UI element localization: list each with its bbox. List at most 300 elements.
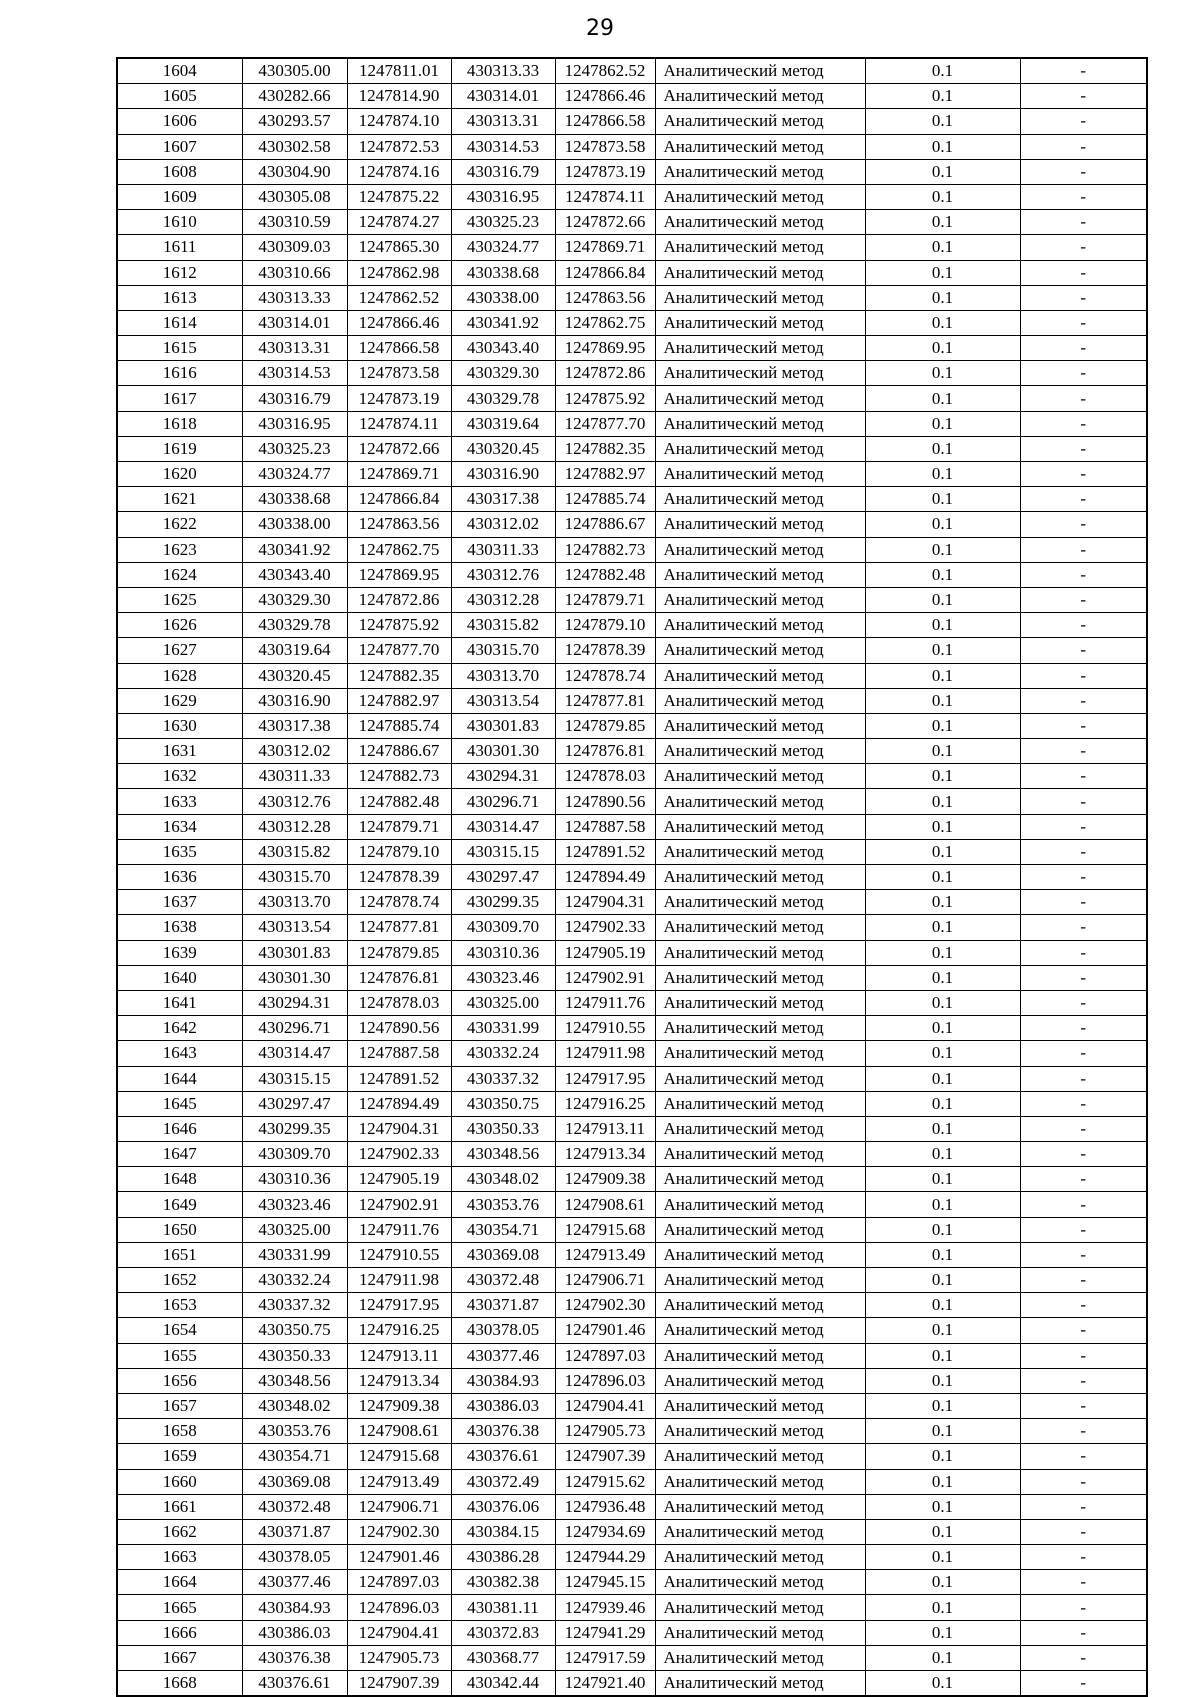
y1-cell: 1247885.74 xyxy=(347,713,451,738)
point-number-cell: 1647 xyxy=(117,1142,242,1167)
y2-cell: 1247862.75 xyxy=(555,310,655,335)
y1-cell: 1247906.71 xyxy=(347,1494,451,1519)
method-cell: Аналитический метод xyxy=(655,940,865,965)
y1-cell: 1247902.33 xyxy=(347,1142,451,1167)
table-row xyxy=(117,512,1147,537)
note-cell: - xyxy=(1020,1268,1147,1293)
note-cell: - xyxy=(1020,1016,1147,1041)
table-row xyxy=(117,562,1147,587)
accuracy-cell: 0.1 xyxy=(865,789,1020,814)
y2-cell: 1247917.59 xyxy=(555,1645,655,1670)
x1-cell: 430371.87 xyxy=(242,1519,347,1544)
x2-cell: 430341.92 xyxy=(451,310,555,335)
note-cell: - xyxy=(1020,1116,1147,1141)
accuracy-cell: 0.1 xyxy=(865,1142,1020,1167)
y1-cell: 1247913.34 xyxy=(347,1368,451,1393)
table-row xyxy=(117,159,1147,184)
x1-cell: 430312.02 xyxy=(242,739,347,764)
x2-cell: 430317.38 xyxy=(451,487,555,512)
point-number-cell: 1615 xyxy=(117,336,242,361)
method-cell: Аналитический метод xyxy=(655,310,865,335)
y2-cell: 1247877.81 xyxy=(555,688,655,713)
method-cell: Аналитический метод xyxy=(655,1444,865,1469)
y1-cell: 1247866.58 xyxy=(347,336,451,361)
accuracy-cell: 0.1 xyxy=(865,814,1020,839)
x1-cell: 430282.66 xyxy=(242,84,347,109)
x1-cell: 430310.59 xyxy=(242,210,347,235)
accuracy-cell: 0.1 xyxy=(865,462,1020,487)
x2-cell: 430386.03 xyxy=(451,1393,555,1418)
method-cell: Аналитический метод xyxy=(655,638,865,663)
page-number: 29 xyxy=(586,16,614,41)
table-row xyxy=(117,940,1147,965)
x1-cell: 430325.00 xyxy=(242,1217,347,1242)
x1-cell: 430354.71 xyxy=(242,1444,347,1469)
point-number-cell: 1631 xyxy=(117,739,242,764)
accuracy-cell: 0.1 xyxy=(865,210,1020,235)
accuracy-cell: 0.1 xyxy=(865,411,1020,436)
y2-cell: 1247885.74 xyxy=(555,487,655,512)
x1-cell: 430348.02 xyxy=(242,1393,347,1418)
x1-cell: 430315.70 xyxy=(242,865,347,890)
note-cell: - xyxy=(1020,1167,1147,1192)
x1-cell: 430369.08 xyxy=(242,1469,347,1494)
accuracy-cell: 0.1 xyxy=(865,587,1020,612)
x1-cell: 430315.15 xyxy=(242,1066,347,1091)
method-cell: Аналитический метод xyxy=(655,1595,865,1620)
accuracy-cell: 0.1 xyxy=(865,1393,1020,1418)
point-number-cell: 1619 xyxy=(117,436,242,461)
point-number-cell: 1667 xyxy=(117,1645,242,1670)
point-number-cell: 1634 xyxy=(117,814,242,839)
table-row xyxy=(117,1167,1147,1192)
y2-cell: 1247896.03 xyxy=(555,1368,655,1393)
x2-cell: 430309.70 xyxy=(451,915,555,940)
method-cell: Аналитический метод xyxy=(655,411,865,436)
point-number-cell: 1614 xyxy=(117,310,242,335)
x2-cell: 430329.30 xyxy=(451,361,555,386)
y2-cell: 1247934.69 xyxy=(555,1519,655,1544)
y2-cell: 1247878.74 xyxy=(555,663,655,688)
y1-cell: 1247909.38 xyxy=(347,1393,451,1418)
y2-cell: 1247916.25 xyxy=(555,1091,655,1116)
x1-cell: 430309.70 xyxy=(242,1142,347,1167)
y1-cell: 1247882.35 xyxy=(347,663,451,688)
y2-cell: 1247891.52 xyxy=(555,839,655,864)
method-cell: Аналитический метод xyxy=(655,739,865,764)
note-cell: - xyxy=(1020,1645,1147,1670)
point-number-cell: 1664 xyxy=(117,1570,242,1595)
y1-cell: 1247873.19 xyxy=(347,386,451,411)
note-cell: - xyxy=(1020,1469,1147,1494)
table-row xyxy=(117,638,1147,663)
x2-cell: 430314.47 xyxy=(451,814,555,839)
x1-cell: 430348.56 xyxy=(242,1368,347,1393)
accuracy-cell: 0.1 xyxy=(865,890,1020,915)
point-number-cell: 1657 xyxy=(117,1393,242,1418)
point-number-cell: 1668 xyxy=(117,1671,242,1697)
y2-cell: 1247904.31 xyxy=(555,890,655,915)
y1-cell: 1247905.19 xyxy=(347,1167,451,1192)
point-number-cell: 1646 xyxy=(117,1116,242,1141)
point-number-cell: 1618 xyxy=(117,411,242,436)
method-cell: Аналитический метод xyxy=(655,1091,865,1116)
method-cell: Аналитический метод xyxy=(655,487,865,512)
accuracy-cell: 0.1 xyxy=(865,865,1020,890)
method-cell: Аналитический метод xyxy=(655,537,865,562)
x1-cell: 430319.64 xyxy=(242,638,347,663)
point-number-cell: 1630 xyxy=(117,713,242,738)
accuracy-cell: 0.1 xyxy=(865,159,1020,184)
y1-cell: 1247811.01 xyxy=(347,58,451,84)
coordinates-table xyxy=(116,57,1148,1697)
table-row xyxy=(117,361,1147,386)
note-cell: - xyxy=(1020,764,1147,789)
x1-cell: 430338.00 xyxy=(242,512,347,537)
point-number-cell: 1653 xyxy=(117,1293,242,1318)
x1-cell: 430302.58 xyxy=(242,134,347,159)
note-cell: - xyxy=(1020,1620,1147,1645)
y1-cell: 1247897.03 xyxy=(347,1570,451,1595)
x1-cell: 430299.35 xyxy=(242,1116,347,1141)
table-row xyxy=(117,1242,1147,1267)
y2-cell: 1247941.29 xyxy=(555,1620,655,1645)
y2-cell: 1247866.58 xyxy=(555,109,655,134)
x2-cell: 430372.83 xyxy=(451,1620,555,1645)
note-cell: - xyxy=(1020,84,1147,109)
y1-cell: 1247902.30 xyxy=(347,1519,451,1544)
note-cell: - xyxy=(1020,890,1147,915)
x2-cell: 430381.11 xyxy=(451,1595,555,1620)
x1-cell: 430294.31 xyxy=(242,990,347,1015)
note-cell: - xyxy=(1020,462,1147,487)
y1-cell: 1247874.11 xyxy=(347,411,451,436)
method-cell: Аналитический метод xyxy=(655,336,865,361)
y1-cell: 1247908.61 xyxy=(347,1419,451,1444)
point-number-cell: 1604 xyxy=(117,58,242,84)
note-cell: - xyxy=(1020,739,1147,764)
accuracy-cell: 0.1 xyxy=(865,1570,1020,1595)
table-row xyxy=(117,1595,1147,1620)
y1-cell: 1247905.73 xyxy=(347,1645,451,1670)
table-row xyxy=(117,1142,1147,1167)
accuracy-cell: 0.1 xyxy=(865,1368,1020,1393)
note-cell: - xyxy=(1020,1419,1147,1444)
y1-cell: 1247862.75 xyxy=(347,537,451,562)
x1-cell: 430320.45 xyxy=(242,663,347,688)
point-number-cell: 1606 xyxy=(117,109,242,134)
method-cell: Аналитический метод xyxy=(655,1469,865,1494)
x2-cell: 430314.53 xyxy=(451,134,555,159)
method-cell: Аналитический метод xyxy=(655,109,865,134)
note-cell: - xyxy=(1020,839,1147,864)
method-cell: Аналитический метод xyxy=(655,1192,865,1217)
x1-cell: 430316.79 xyxy=(242,386,347,411)
note-cell: - xyxy=(1020,260,1147,285)
point-number-cell: 1651 xyxy=(117,1242,242,1267)
table-row xyxy=(117,688,1147,713)
y1-cell: 1247882.97 xyxy=(347,688,451,713)
x2-cell: 430313.70 xyxy=(451,663,555,688)
y1-cell: 1247863.56 xyxy=(347,512,451,537)
y2-cell: 1247866.46 xyxy=(555,84,655,109)
point-number-cell: 1620 xyxy=(117,462,242,487)
method-cell: Аналитический метод xyxy=(655,1217,865,1242)
point-number-cell: 1645 xyxy=(117,1091,242,1116)
y1-cell: 1247902.91 xyxy=(347,1192,451,1217)
x2-cell: 430316.95 xyxy=(451,184,555,209)
method-cell: Аналитический метод xyxy=(655,562,865,587)
x2-cell: 430350.33 xyxy=(451,1116,555,1141)
x2-cell: 430384.15 xyxy=(451,1519,555,1544)
point-number-cell: 1642 xyxy=(117,1016,242,1041)
accuracy-cell: 0.1 xyxy=(865,1066,1020,1091)
x2-cell: 430329.78 xyxy=(451,386,555,411)
x2-cell: 430320.45 xyxy=(451,436,555,461)
x1-cell: 430310.66 xyxy=(242,260,347,285)
note-cell: - xyxy=(1020,134,1147,159)
note-cell: - xyxy=(1020,336,1147,361)
x1-cell: 430329.78 xyxy=(242,613,347,638)
y1-cell: 1247915.68 xyxy=(347,1444,451,1469)
method-cell: Аналитический метод xyxy=(655,1419,865,1444)
note-cell: - xyxy=(1020,1671,1147,1697)
point-number-cell: 1612 xyxy=(117,260,242,285)
method-cell: Аналитический метод xyxy=(655,1167,865,1192)
x2-cell: 430338.68 xyxy=(451,260,555,285)
x2-cell: 430368.77 xyxy=(451,1645,555,1670)
note-cell: - xyxy=(1020,990,1147,1015)
y1-cell: 1247904.41 xyxy=(347,1620,451,1645)
y2-cell: 1247909.38 xyxy=(555,1167,655,1192)
method-cell: Аналитический метод xyxy=(655,1268,865,1293)
y1-cell: 1247866.46 xyxy=(347,310,451,335)
y1-cell: 1247878.39 xyxy=(347,865,451,890)
y2-cell: 1247936.48 xyxy=(555,1494,655,1519)
note-cell: - xyxy=(1020,1393,1147,1418)
x2-cell: 430342.44 xyxy=(451,1671,555,1697)
x2-cell: 430369.08 xyxy=(451,1242,555,1267)
accuracy-cell: 0.1 xyxy=(865,235,1020,260)
x1-cell: 430341.92 xyxy=(242,537,347,562)
note-cell: - xyxy=(1020,587,1147,612)
y2-cell: 1247866.84 xyxy=(555,260,655,285)
note-cell: - xyxy=(1020,1142,1147,1167)
method-cell: Аналитический метод xyxy=(655,1116,865,1141)
note-cell: - xyxy=(1020,965,1147,990)
table-row xyxy=(117,1217,1147,1242)
method-cell: Аналитический метод xyxy=(655,1343,865,1368)
x1-cell: 430313.54 xyxy=(242,915,347,940)
x2-cell: 430297.47 xyxy=(451,865,555,890)
method-cell: Аналитический метод xyxy=(655,1041,865,1066)
method-cell: Аналитический метод xyxy=(655,789,865,814)
y1-cell: 1247873.58 xyxy=(347,361,451,386)
x1-cell: 430313.70 xyxy=(242,890,347,915)
x1-cell: 430372.48 xyxy=(242,1494,347,1519)
coordinates-table-body xyxy=(117,58,1147,1696)
y2-cell: 1247915.62 xyxy=(555,1469,655,1494)
y1-cell: 1247875.92 xyxy=(347,613,451,638)
y1-cell: 1247907.39 xyxy=(347,1671,451,1697)
point-number-cell: 1662 xyxy=(117,1519,242,1544)
note-cell: - xyxy=(1020,436,1147,461)
accuracy-cell: 0.1 xyxy=(865,990,1020,1015)
point-number-cell: 1661 xyxy=(117,1494,242,1519)
note-cell: - xyxy=(1020,1293,1147,1318)
table-row xyxy=(117,1444,1147,1469)
table-row xyxy=(117,411,1147,436)
method-cell: Аналитический метод xyxy=(655,814,865,839)
table-row xyxy=(117,1519,1147,1544)
table-row xyxy=(117,713,1147,738)
x2-cell: 430312.02 xyxy=(451,512,555,537)
table-row xyxy=(117,1318,1147,1343)
method-cell: Аналитический метод xyxy=(655,260,865,285)
point-number-cell: 1607 xyxy=(117,134,242,159)
y1-cell: 1247862.52 xyxy=(347,285,451,310)
y1-cell: 1247916.25 xyxy=(347,1318,451,1343)
note-cell: - xyxy=(1020,613,1147,638)
y2-cell: 1247863.56 xyxy=(555,285,655,310)
y1-cell: 1247901.46 xyxy=(347,1545,451,1570)
x1-cell: 430310.36 xyxy=(242,1167,347,1192)
x2-cell: 430372.48 xyxy=(451,1268,555,1293)
y1-cell: 1247874.10 xyxy=(347,109,451,134)
note-cell: - xyxy=(1020,109,1147,134)
accuracy-cell: 0.1 xyxy=(865,1293,1020,1318)
y2-cell: 1247886.67 xyxy=(555,512,655,537)
x2-cell: 430350.75 xyxy=(451,1091,555,1116)
point-number-cell: 1611 xyxy=(117,235,242,260)
table-row xyxy=(117,1192,1147,1217)
y2-cell: 1247908.61 xyxy=(555,1192,655,1217)
y2-cell: 1247911.98 xyxy=(555,1041,655,1066)
point-number-cell: 1617 xyxy=(117,386,242,411)
note-cell: - xyxy=(1020,1192,1147,1217)
note-cell: - xyxy=(1020,386,1147,411)
note-cell: - xyxy=(1020,1318,1147,1343)
y1-cell: 1247869.95 xyxy=(347,562,451,587)
point-number-cell: 1621 xyxy=(117,487,242,512)
table-row xyxy=(117,487,1147,512)
y1-cell: 1247872.86 xyxy=(347,587,451,612)
x1-cell: 430313.33 xyxy=(242,285,347,310)
y2-cell: 1247875.92 xyxy=(555,386,655,411)
y2-cell: 1247890.56 xyxy=(555,789,655,814)
point-number-cell: 1652 xyxy=(117,1268,242,1293)
x1-cell: 430331.99 xyxy=(242,1242,347,1267)
y2-cell: 1247913.11 xyxy=(555,1116,655,1141)
accuracy-cell: 0.1 xyxy=(865,512,1020,537)
note-cell: - xyxy=(1020,512,1147,537)
point-number-cell: 1665 xyxy=(117,1595,242,1620)
x2-cell: 430386.28 xyxy=(451,1545,555,1570)
note-cell: - xyxy=(1020,1570,1147,1595)
table-row xyxy=(117,990,1147,1015)
note-cell: - xyxy=(1020,58,1147,84)
point-number-cell: 1644 xyxy=(117,1066,242,1091)
table-row xyxy=(117,1469,1147,1494)
y2-cell: 1247878.39 xyxy=(555,638,655,663)
y2-cell: 1247879.85 xyxy=(555,713,655,738)
x2-cell: 430325.00 xyxy=(451,990,555,1015)
accuracy-cell: 0.1 xyxy=(865,109,1020,134)
method-cell: Аналитический метод xyxy=(655,865,865,890)
table-row xyxy=(117,210,1147,235)
x1-cell: 430324.77 xyxy=(242,462,347,487)
accuracy-cell: 0.1 xyxy=(865,562,1020,587)
method-cell: Аналитический метод xyxy=(655,512,865,537)
accuracy-cell: 0.1 xyxy=(865,1519,1020,1544)
table-row xyxy=(117,1041,1147,1066)
method-cell: Аналитический метод xyxy=(655,1066,865,1091)
accuracy-cell: 0.1 xyxy=(865,1671,1020,1697)
accuracy-cell: 0.1 xyxy=(865,1242,1020,1267)
y2-cell: 1247913.34 xyxy=(555,1142,655,1167)
note-cell: - xyxy=(1020,1091,1147,1116)
y1-cell: 1247887.58 xyxy=(347,1041,451,1066)
y2-cell: 1247944.29 xyxy=(555,1545,655,1570)
point-number-cell: 1627 xyxy=(117,638,242,663)
method-cell: Аналитический метод xyxy=(655,134,865,159)
x2-cell: 430325.23 xyxy=(451,210,555,235)
note-cell: - xyxy=(1020,537,1147,562)
accuracy-cell: 0.1 xyxy=(865,1041,1020,1066)
x1-cell: 430377.46 xyxy=(242,1570,347,1595)
table-row xyxy=(117,1671,1147,1697)
method-cell: Аналитический метод xyxy=(655,1242,865,1267)
table-row xyxy=(117,84,1147,109)
note-cell: - xyxy=(1020,1066,1147,1091)
x1-cell: 430314.47 xyxy=(242,1041,347,1066)
x2-cell: 430372.49 xyxy=(451,1469,555,1494)
y1-cell: 1247910.55 xyxy=(347,1242,451,1267)
x1-cell: 430376.61 xyxy=(242,1671,347,1697)
x2-cell: 430313.31 xyxy=(451,109,555,134)
x1-cell: 430313.31 xyxy=(242,336,347,361)
method-cell: Аналитический метод xyxy=(655,688,865,713)
x1-cell: 430338.68 xyxy=(242,487,347,512)
accuracy-cell: 0.1 xyxy=(865,1217,1020,1242)
table-row xyxy=(117,965,1147,990)
note-cell: - xyxy=(1020,210,1147,235)
x1-cell: 430325.23 xyxy=(242,436,347,461)
table-row xyxy=(117,839,1147,864)
x2-cell: 430313.54 xyxy=(451,688,555,713)
table-row xyxy=(117,1419,1147,1444)
method-cell: Аналитический метод xyxy=(655,990,865,1015)
x2-cell: 430353.76 xyxy=(451,1192,555,1217)
x1-cell: 430350.33 xyxy=(242,1343,347,1368)
y1-cell: 1247904.31 xyxy=(347,1116,451,1141)
table-row xyxy=(117,1494,1147,1519)
method-cell: Аналитический метод xyxy=(655,436,865,461)
x2-cell: 430324.77 xyxy=(451,235,555,260)
y2-cell: 1247902.30 xyxy=(555,1293,655,1318)
x1-cell: 430332.24 xyxy=(242,1268,347,1293)
accuracy-cell: 0.1 xyxy=(865,58,1020,84)
x2-cell: 430323.46 xyxy=(451,965,555,990)
x2-cell: 430348.02 xyxy=(451,1167,555,1192)
y1-cell: 1247872.66 xyxy=(347,436,451,461)
y2-cell: 1247945.15 xyxy=(555,1570,655,1595)
x1-cell: 430353.76 xyxy=(242,1419,347,1444)
y2-cell: 1247887.58 xyxy=(555,814,655,839)
note-cell: - xyxy=(1020,310,1147,335)
x2-cell: 430316.79 xyxy=(451,159,555,184)
method-cell: Аналитический метод xyxy=(655,58,865,84)
